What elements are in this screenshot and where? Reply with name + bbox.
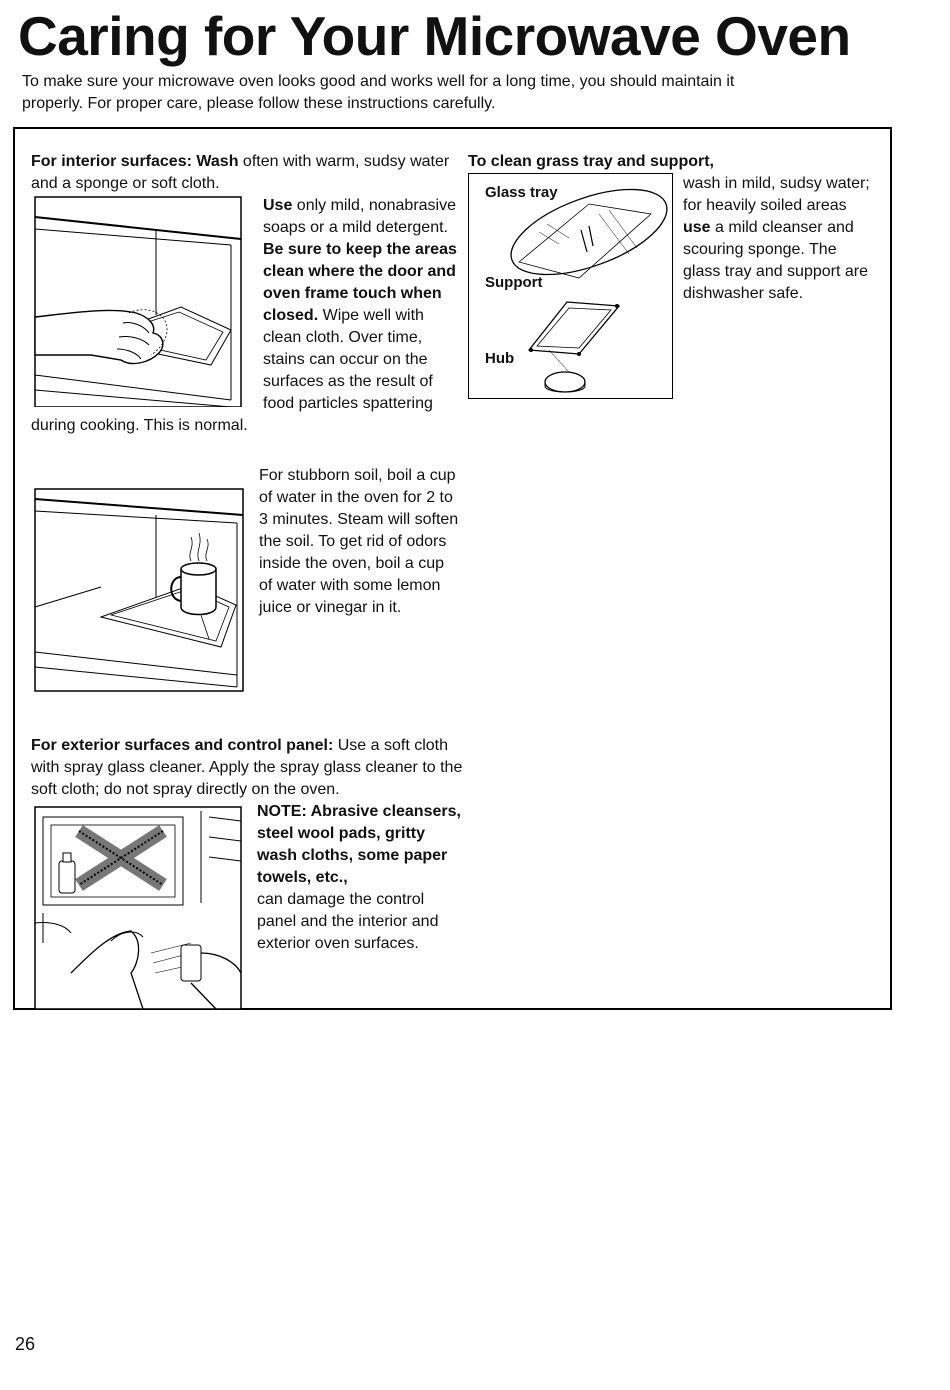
- interior-be-sure: Be sure to keep the areas clean where the door and oven frame touch when closed.: [263, 241, 457, 324]
- tray-use: use: [683, 219, 711, 236]
- interior-section: [31, 151, 463, 437]
- boil-cup-illustration: [31, 487, 253, 693]
- exterior-text-2: can damage the control panel and the interior and exterior oven surfaces.: [257, 891, 439, 952]
- exterior-note: NOTE: Abrasive cleansers, steel wool pads, gritty wash cloths, some paper towels, etc.,: [257, 803, 461, 886]
- stubborn-body: [31, 465, 461, 619]
- tray-section: [468, 151, 873, 399]
- interior-use: Use: [263, 197, 293, 214]
- tray-body: [468, 173, 873, 367]
- interior-heading: For interior surfaces:: [31, 153, 192, 170]
- intro-paragraph: To make sure your microwave oven looks good and works well for a long time, you should maintain it properly. For proper care, please follow these instructions carefully.: [22, 73, 735, 112]
- interior-heading-line: [31, 151, 463, 195]
- label-support: Support: [485, 274, 543, 291]
- tray-illustration: [468, 173, 673, 399]
- page-title: Caring for Your Microwave Oven: [18, 5, 851, 67]
- label-hub: Hub: [485, 350, 515, 367]
- tray-text-2: a mild cleanser and scouring sponge. The glass tray and support are dishwasher safe.: [683, 219, 868, 302]
- stubborn-text: For stubborn soil, boil a cup of water in the oven for 2 to 3 minutes. Steam will soften the soil. To get rid of odors inside the oven, boil a cup of water with some lemon juice or vinegar in it.: [259, 467, 459, 616]
- stubborn-section: [31, 465, 461, 693]
- tray-heading: To clean grass tray and support,: [468, 153, 714, 170]
- spray-cleaner-illustration: [31, 803, 251, 1011]
- exterior-heading: For exterior surfaces and control panel:: [31, 737, 334, 754]
- exterior-text-1: Use a soft cloth with spray glass cleaner. Apply the spray glass cleaner to the soft cloth; do not spray directly on the oven.: [31, 737, 463, 798]
- interior-body: [31, 195, 463, 437]
- label-glass-tray: Glass tray: [485, 184, 558, 201]
- interior-text-1: often with warm, sudsy water and a sponge or soft cloth.: [31, 153, 450, 192]
- tray-text-1: wash in mild, sudsy water; for heavily soiled areas: [683, 175, 870, 214]
- instructions-box: [13, 127, 892, 1010]
- interior-text-2: only mild, nonabrasive soaps or a mild detergent.: [263, 197, 456, 236]
- tray-heading-line: [468, 151, 873, 173]
- page-number: 26: [15, 1334, 36, 1354]
- interior-wash: Wash: [196, 153, 239, 170]
- exterior-section: [31, 735, 463, 1011]
- exterior-heading-line: [31, 735, 463, 955]
- interior-text-3: Wipe well with clean cloth. Over time, stains can occur on the surfaces as the result of food particles spattering during cooking. This is normal.: [31, 307, 433, 434]
- interior-wipe-illustration: [31, 195, 257, 407]
